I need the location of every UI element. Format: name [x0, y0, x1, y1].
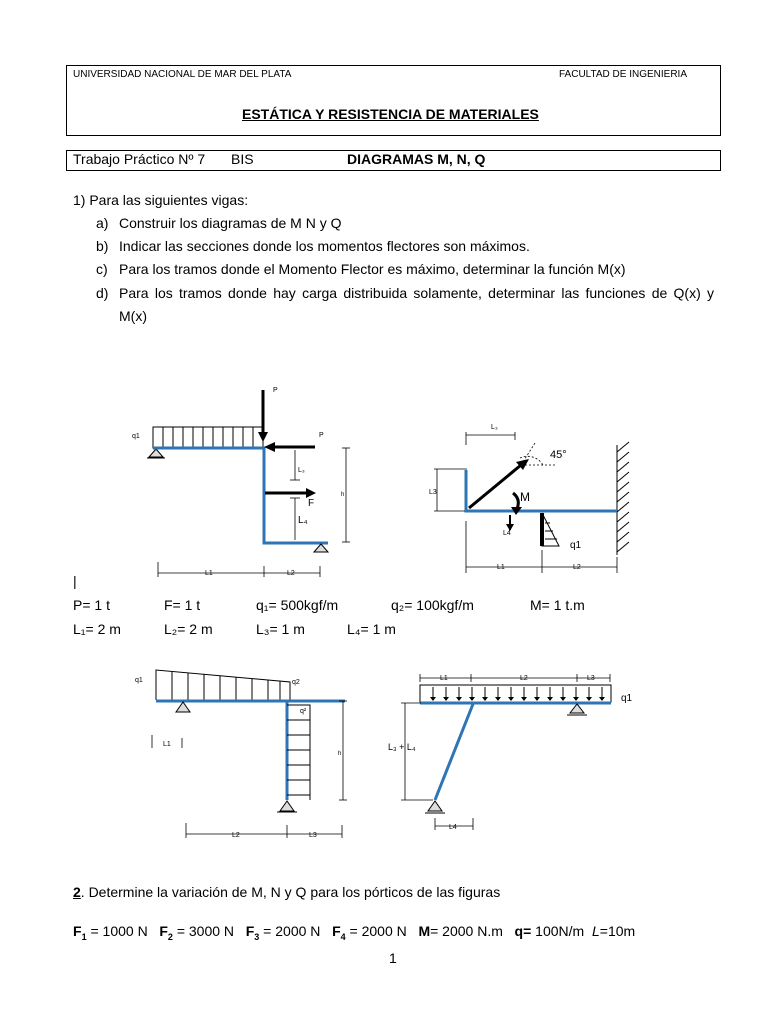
fig4-support-bottom: [425, 801, 445, 813]
fig4-label-q1: q1: [621, 693, 633, 704]
text-cursor: |: [73, 573, 77, 589]
fig2-label-M: M: [520, 490, 530, 504]
fig1-label-q1: q1: [132, 433, 140, 440]
figure-1-beam-frame: [130, 380, 350, 580]
fig2-triangular-load: [542, 513, 559, 546]
value-q2: q₂= 100kgf/m: [391, 597, 474, 613]
fig4-label-L2: L2: [520, 675, 528, 682]
value-L2: L₂= 2 m: [164, 621, 213, 637]
fig2-label-L2: L2: [573, 564, 581, 571]
force-L: L=10m: [591, 923, 636, 939]
fig4-label-L34: L₃ + L₄: [388, 742, 416, 752]
fig1-label-h: h: [341, 492, 345, 498]
fig4-load-arrowheads: [430, 697, 605, 701]
page-number: 1: [389, 950, 397, 966]
fig1-label-L3: L₃: [298, 467, 305, 474]
fig4-support-right: [567, 704, 587, 715]
fig4-label-L3: L3: [587, 675, 595, 682]
value-L1: L₁= 2 m: [73, 621, 121, 637]
fig3-column-load: [287, 705, 310, 800]
fig2-label-angle: 45°: [550, 449, 567, 461]
fig1-force-P-arrowhead: [258, 432, 268, 442]
q1-item-d-letter: d): [96, 285, 109, 301]
fig1-label-F: F: [308, 498, 315, 509]
value-L3: L₃= 1 m: [256, 621, 305, 637]
q1-item-c-letter: c): [96, 261, 108, 277]
fig4-distributed-load: [420, 685, 611, 702]
fig3-label-h: h: [338, 751, 342, 757]
fig2-label-L3: L3: [429, 489, 437, 496]
value-F: F= 1 t: [164, 597, 201, 613]
university-name: UNIVERSIDAD NACIONAL DE MAR DEL PLATA: [73, 69, 292, 80]
fig2-wall: [617, 442, 629, 555]
fig3-label-L2: L2: [232, 832, 240, 839]
force-F2: $F_2 = 3000$ N: [159, 923, 235, 942]
q2-text: . Determine la variación de M, N y Q para los pórticos de las figuras: [80, 884, 501, 900]
fig3-label-L3: L3: [309, 832, 317, 839]
fig1-force-P-h-arrowhead: [264, 442, 275, 452]
fig1-dim-lines: [158, 448, 350, 577]
q1-item-a-letter: a): [96, 215, 109, 231]
force-F4: $F_4 = 2000$ N: [332, 923, 407, 942]
q1-item-c-text: Para los tramos donde el Momento Flector es máximo, determinar la función M(x): [119, 261, 626, 277]
fig3-dim-lines: [152, 701, 347, 838]
fig2-label-L3-top: L₃: [491, 424, 498, 431]
fig3-support-bottom: [277, 801, 297, 812]
fig3-label-L1: L1: [163, 741, 171, 748]
value-P: P= 1 t: [73, 597, 110, 613]
value-L4: L₄= 1 m: [347, 621, 396, 637]
fig1-distributed-load: [153, 427, 263, 448]
value-M: M= 1 t.m: [530, 597, 585, 613]
fig1-label-P2: P: [319, 432, 324, 439]
fig4-dim-top: [420, 674, 610, 682]
figure-3-frame-trapezoidal: [130, 660, 355, 845]
fig3-support-left: [176, 702, 190, 712]
fig1-label-L1: L1: [205, 570, 213, 577]
figure-2-inclined-beam: [425, 415, 645, 580]
fig3-label-q2: q2: [292, 679, 300, 686]
q1-item-b-letter: b): [96, 238, 109, 254]
fig1-force-F-arrowhead: [306, 488, 316, 498]
assignment-tag: BIS: [231, 151, 254, 167]
q1-intro: 1) Para las siguientes vigas:: [73, 192, 249, 208]
faculty-name: FACULTAD DE INGENIERIA: [559, 69, 687, 80]
q1-item-a-text: Construir los diagramas de M N y Q: [119, 215, 342, 231]
fig3-label-q1: q1: [135, 677, 143, 684]
fig4-strut: [435, 704, 473, 800]
fig2-label-L4: L4: [503, 530, 511, 537]
force-F3: $F_3 = 2000$ N: [245, 923, 321, 942]
q2-statement: [73, 884, 500, 900]
forces-line: [73, 923, 635, 942]
fig2-label-q1: q1: [570, 540, 582, 551]
force-q: q= 100N/m: [514, 923, 585, 939]
fig3-label-q2b: q²: [300, 708, 307, 715]
q1-item-b-text: Indicar las secciones donde los momentos flectores son máximos.: [119, 238, 530, 254]
fig1-support-left: [147, 449, 165, 458]
fig4-label-L4: L4: [449, 824, 457, 831]
q1-item-d-text: Para los tramos donde hay carga distribuida solamente, determinar las funciones de Q(x) y: [119, 285, 714, 301]
fig1-support-right: [314, 544, 328, 552]
course-title: ESTÁTICA Y RESISTENCIA DE MATERIALES: [242, 106, 539, 122]
q2-number: 2: [73, 884, 81, 900]
fig1-label-L4: L₄: [298, 515, 308, 526]
fig2-force-diagonal: [469, 465, 521, 508]
force-F1: $F_1 = 1000$ N: [73, 923, 148, 942]
fig3-trapezoidal-load: [156, 670, 290, 700]
q1-item-d-cont: M(x): [119, 308, 147, 324]
assignment-label: Trabajo Práctico Nº 7: [73, 151, 206, 167]
fig1-label-L2: L2: [287, 570, 295, 577]
figure-4-strut-beam: [385, 668, 645, 838]
fig1-frame-beam: [153, 448, 328, 543]
value-q1: q₁= 500kgf/m: [256, 597, 339, 613]
fig2-moment: [513, 493, 518, 509]
fig4-label-L1: L1: [440, 675, 448, 682]
force-M: M= 2000 N.m: [418, 923, 503, 939]
fig2-label-L1: L1: [497, 564, 505, 571]
fig1-label-P: P: [273, 387, 278, 394]
assignment-topic: DIAGRAMAS M, N, Q: [347, 151, 486, 167]
